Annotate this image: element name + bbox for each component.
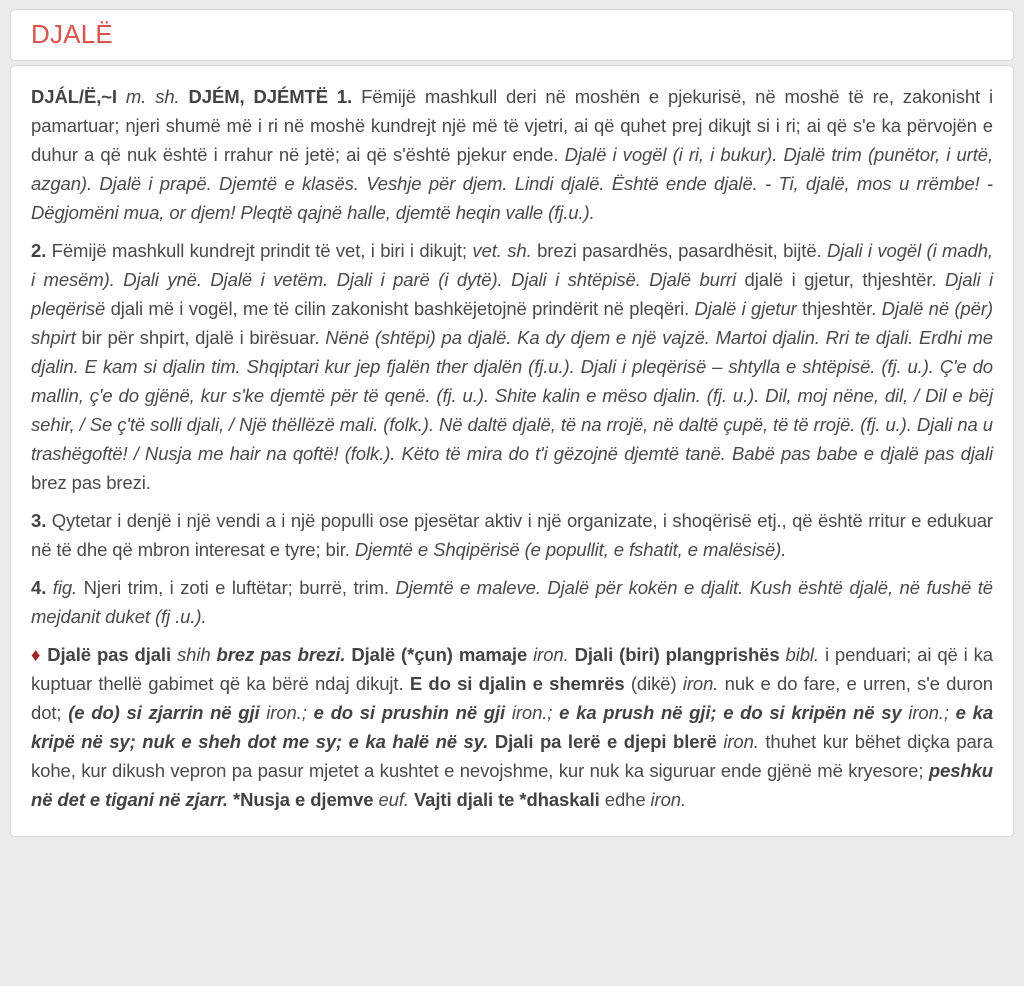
text-run: 4. bbox=[31, 577, 53, 599]
text-run: E do si djalin e shemrës bbox=[409, 673, 631, 695]
text-run: Djali pa lerë e djepi blerë bbox=[494, 731, 724, 753]
text-run: (dikë) bbox=[630, 673, 683, 695]
text-run: thjeshtër. bbox=[802, 298, 882, 320]
text-run: bir për shpirt, djalë i birësuar. bbox=[81, 327, 326, 349]
text-run: *Nusja e djemve bbox=[232, 789, 379, 811]
text-run: Djali i pleqërisë bbox=[31, 269, 994, 320]
text-run: djalë i gjetur, thjeshtër. bbox=[744, 269, 945, 291]
paragraph-sense-4 bbox=[31, 573, 993, 631]
text-run: (e do) si zjarrin në gji bbox=[68, 702, 267, 724]
text-run: iron. bbox=[533, 644, 575, 666]
text-run: Njeri trim, i zoti e luftëtar; burrë, trim. bbox=[83, 577, 396, 599]
text-run: brez pas brezi. bbox=[216, 644, 352, 666]
text-run: iron. bbox=[650, 789, 687, 811]
text-run: Djemtë e Shqipërisë (e popullit, e fshatit, e malësisë). bbox=[354, 539, 787, 561]
text-run: Fëmijë mashkull deri në moshën e pjekurisë, në moshë të re, zakonisht i pamartuar; njeri shumë më i ri në moshë kundrejt një më të vjetri, ai që quhet prej dikujt si i ri; ai që s'e ka përvojën e duhur a që nuk është i rrahur në jetë; ai që s'është pjekur ende. bbox=[31, 86, 994, 166]
text-run: 3. bbox=[31, 510, 52, 532]
text-run: e ka prush në gji; e do si kripën në sy bbox=[559, 702, 909, 724]
text-run: m. sh. bbox=[125, 86, 189, 108]
entry-paragraphs bbox=[31, 82, 993, 814]
text-run: vet. sh. bbox=[472, 240, 538, 262]
text-run: Djali i vogël (i madh, i mesëm). Djali ynë. Djalë i vetëm. Djali i parë (i dytë). Djali i shtëpisë. Djalë burri bbox=[31, 240, 993, 291]
text-run: Djemtë e maleve. Djalë për kokën e djalit. Kush është djalë, në fushë të mejdanit duket (fj .u.). bbox=[31, 577, 993, 628]
text-run: Nënë (shtëpi) pa djalë. Ka dy djem e një vajzë. Martoi djalin. Rri te djali. Erdhi me djalin. E kam si djalin tim. Shqiptari kur jep fjalën ther djalën (fj.u.). Djali i pleqërisë – shtylla e shtëpisë. (fj. u.). Ç'e do mallin, ç'e do gjënë, kur s'ke djemtë për të qenë. (fj. u.). Shite kalin e mëso djalin. (fj. u.). Dil, moj nëne, dil, / Dil e bëj sehir, / Se ç'të solli djali, / Një thëllëzë mali. (folk.). Në daltë djalë, të na rrojë, në daltë çupë, të të rrojë. (fj. u.). Djali na u trashëgoftë! / Nusja me hair na qoftë! (folk.). Këto të mira do t'i gëzojnë djemtë tanë. Babë pas babe e djalë pas djali bbox=[31, 327, 993, 465]
paragraph-sense-2 bbox=[31, 236, 993, 497]
idiom-diamond-marker: ♦ bbox=[31, 644, 48, 666]
text-run: thuhet kur bëhet diçka para kohe, kur dikush vepron pa pasur mjetet a kushtet e nevojshme, kur nuk ka siguruar ende gjënë më kryesore; bbox=[31, 731, 993, 782]
entry-header-card bbox=[10, 9, 1014, 61]
text-run: iron.; bbox=[511, 702, 560, 724]
paragraph-idioms bbox=[31, 640, 993, 814]
text-run: peshku në det e tigani në zjarr. bbox=[31, 760, 993, 811]
text-run: Djalë pas djali bbox=[47, 644, 177, 666]
text-run: DJÁL/Ë,~I bbox=[31, 86, 126, 108]
text-run: brez pas brezi. bbox=[31, 472, 151, 494]
text-run: iron.; bbox=[266, 702, 314, 724]
text-run: Qytetar i denjë i një vendi a i një populli ose pjesëtar aktiv i një organizate, i shoqërisë etj., që është rritur e edukuar në të dhe që mbron interesat e tyre; bir. bbox=[31, 510, 993, 561]
text-run: Djalë (*çun) mamaje bbox=[351, 644, 534, 666]
text-run: i penduari; ai që i ka kuptuar thellë gabimet që ka bërë ndaj dikujt. bbox=[31, 644, 993, 695]
text-run: brezi pasardhës, pasardhësit, bijtë. bbox=[537, 240, 828, 262]
text-run: djali më i vogël, me të cilin zakonisht bashkëjetojnë prindërit në pleqëri. bbox=[110, 298, 695, 320]
paragraph-sense-1 bbox=[31, 82, 993, 227]
text-run: Djalë i gjetur bbox=[694, 298, 803, 320]
text-run: shih bbox=[176, 644, 217, 666]
text-run: Fëmijë mashkull kundrejt prindit të vet, i biri i dikujt; bbox=[51, 240, 473, 262]
page-title: DJALË bbox=[31, 19, 113, 49]
text-run: bibl. bbox=[785, 644, 825, 666]
text-run: iron.; bbox=[908, 702, 956, 724]
text-run: Vajti djali te *dhaskali bbox=[413, 789, 605, 811]
text-run: DJÉM, DJÉMTË 1. bbox=[188, 86, 362, 108]
text-run: Djali (biri) plangprishës bbox=[574, 644, 786, 666]
text-run: 2. bbox=[31, 240, 52, 262]
text-run: Djalë në (për) shpirt bbox=[31, 298, 993, 349]
text-run: e ka kripë në sy; nuk e sheh dot me sy; e ka halë në sy. bbox=[31, 702, 994, 753]
paragraph-sense-3 bbox=[31, 506, 993, 564]
text-run: nuk e do fare, e urren, s'e duron dot; bbox=[31, 673, 993, 724]
text-run: iron. bbox=[723, 731, 766, 753]
text-run: edhe bbox=[604, 789, 651, 811]
text-run: Djalë i vogël (i ri, i bukur). Djalë trim (punëtor, i urtë, azgan). Djalë i prapë. Djemtë e klasës. Veshje për djem. Lindi djalë. Është ende djalë. - Ti, djalë, mos u rrëmbe! - Dëgjomëni mua, or djem! Pleqtë qajnë halle, djemtë heqin valle (fj.u.). bbox=[31, 144, 994, 224]
text-run: fig. bbox=[52, 577, 84, 599]
dictionary-entry-card bbox=[10, 65, 1014, 837]
text-run: euf. bbox=[378, 789, 414, 811]
text-run: iron. bbox=[682, 673, 725, 695]
text-run: e do si prushin në gji bbox=[313, 702, 512, 724]
